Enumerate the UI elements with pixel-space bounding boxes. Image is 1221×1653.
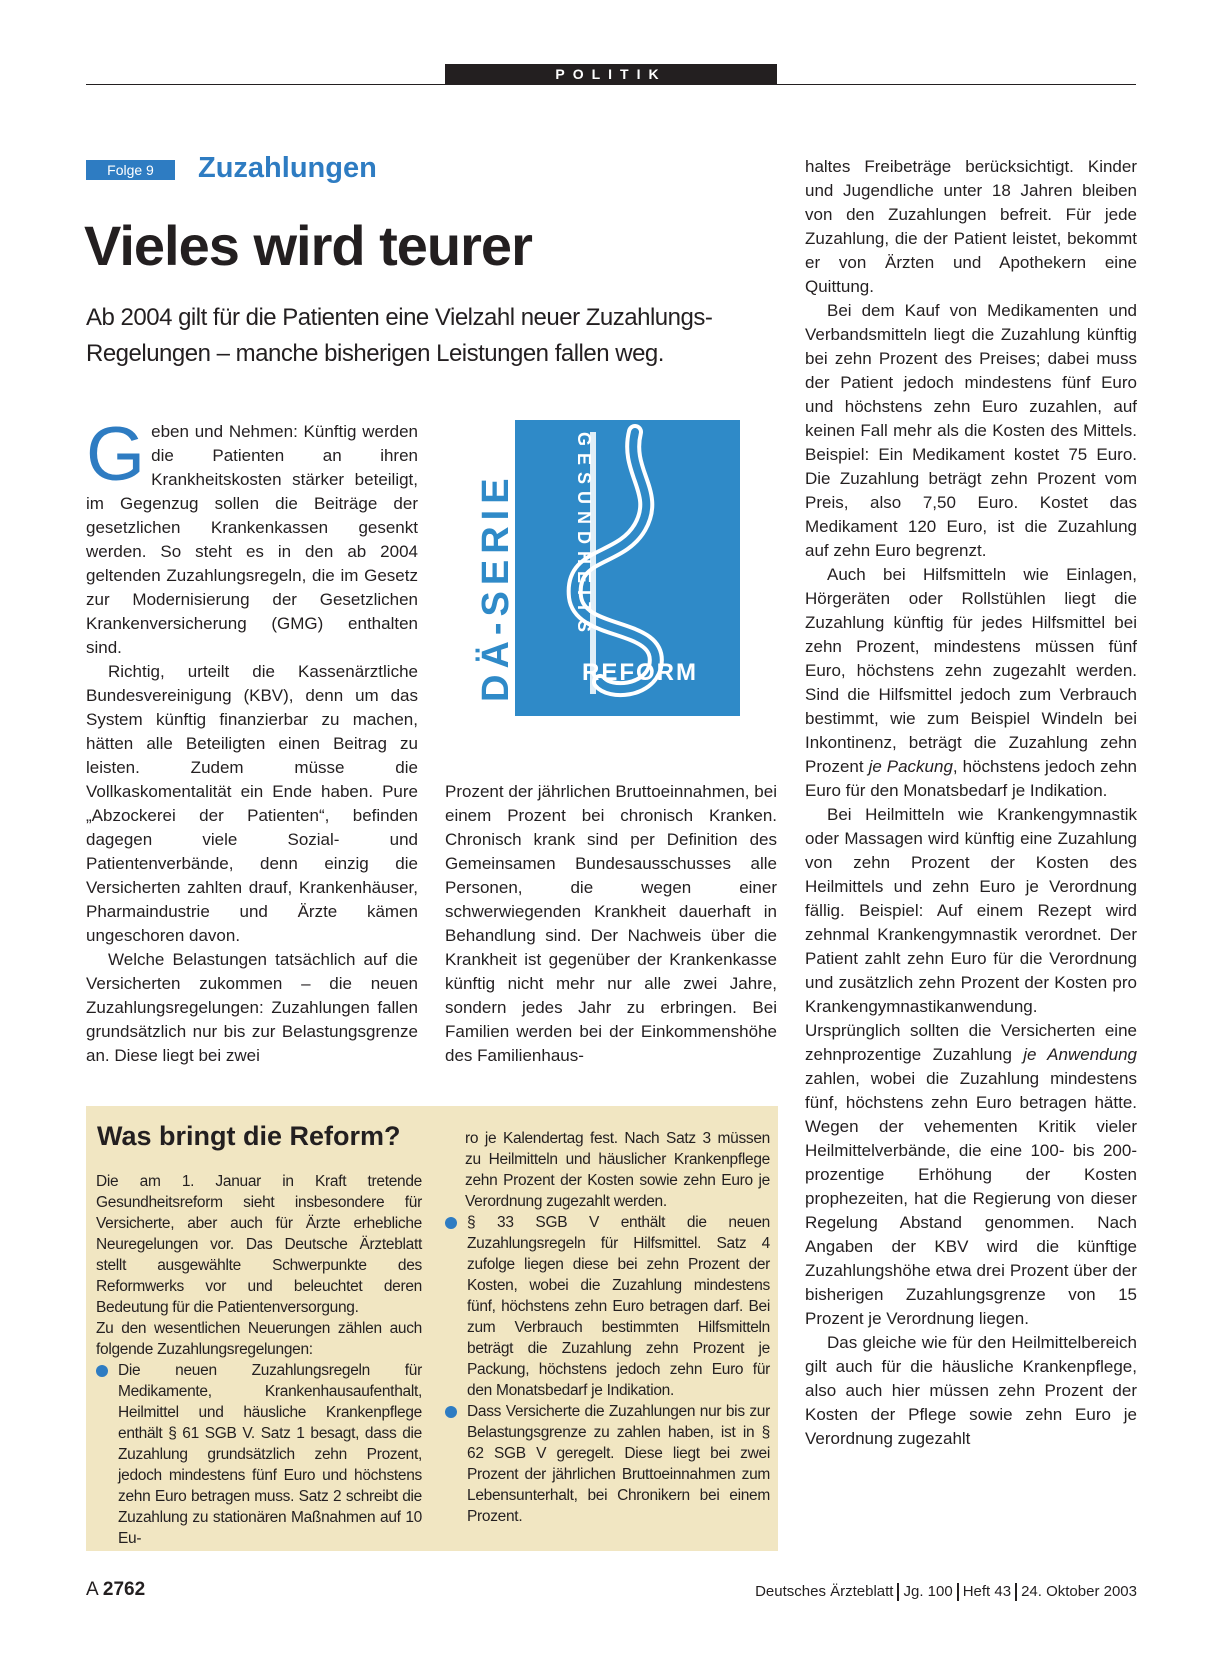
paragraph	[805, 803, 1137, 1331]
divider	[1015, 1583, 1017, 1601]
article-column-2	[445, 780, 777, 1068]
journal-issue: Heft 43	[962, 1583, 1012, 1600]
journal-name: Deutsches Ärzteblatt	[755, 1583, 894, 1600]
info-box-title: Was bringt die Reform?	[97, 1121, 401, 1151]
journal-volume: Jg. 100	[903, 1583, 953, 1600]
page-number	[86, 1578, 145, 1602]
bullet-text: Dass Versicherte die Zuzahlungen nur bis zur Belastungsgrenze zu zahlen haben, ist in § 62 SGB V geregelt. Diese liegt bei zwei Prozent der jährlichen Bruttoeinnahmen zum Lebensunterhalt, bei Chronikern bei einem Prozent.	[467, 1403, 770, 1525]
bullet-text: § 33 SGB V enthält die neuen Zuzahlungsregeln für Hilfsmittel. Satz 4 zufolge liegen diese bei zehn Prozent der Kosten, wobei die Zuzahlung mindestens fünf, höchstens zehn Euro betragen darf. Bei zum Verbrauch bestimmten Hilfsmitteln beträgt die Zuzahlung zehn Prozent je Packung, höchstens jedoch zehn Euro für den Monatsbedarf je Indikation.	[467, 1214, 770, 1399]
info-box-column-1	[96, 1171, 422, 1549]
info-box-column-2	[445, 1128, 770, 1527]
info-box-bullet	[445, 1212, 770, 1401]
paragraph: Richtig, urteilt die Kassenärztliche Bundesvereinigung (KBV), denn um das System künftig finanzierbar zu machen, hätten alle Beteiligten einen Beitrag zu leisten. Zudem müsse die Vollkaskomentalität ein Ende haben. Pure „Abzockerei der Patienten“, befinden dagegen viele Sozial- und Patientenverbände, denn einzig die Versicherten zahlten drauf, Krankenhäuser, Pharmaindustrie und Ärzte kämen ungeschoren davon.	[86, 662, 418, 945]
bullet-dot-icon	[96, 1365, 108, 1377]
paragraph: haltes Freibeträge berücksichtigt. Kinder und Jugendliche unter 18 Jahren bleiben von den Zuzahlungen befreit. Für jede Zuzahlung, die der Patient leistet, bekommt er von Ärzten und Apothekern eine Quittung.	[805, 157, 1137, 296]
paragraph-text: Bei Heilmitteln wie Krankengymnastik oder Massagen wird künftig eine Zuzahlung von zehn Prozent der Kosten des Heilmittels und zehn Euro je Verordnung fällig. Beispiel: Auf einem Rezept wird zehnmal Krankengymnastik verordnet. Der Patient zahlt zehn Euro für die Verordnung und zusätzlich zehn Prozent der Kosten pro Krankengymnastikanwendung. Ursprünglich sollten die Versicherten eine zehnprozentige Zuzahlung	[805, 805, 1137, 1064]
paragraph: Prozent der jährlichen Bruttoeinnahmen, bei einem Prozent bei chronisch Kranken. Chronisch krank sind per Definition des Gemeinsamen Bundesausschusses alle Personen, die wegen einer schwerwiegenden Krankheit dauerhaft in Behandlung sind. Der Nachweis über die Krankheit ist gegenüber der Krankenkasse künftig nicht mehr nur alle zwei Jahre, sondern jedes Jahr zu erbringen. Bei Familien werden bei der Einkommenshöhe des Familienhaus-	[445, 782, 777, 1065]
page-number-value: 2762	[102, 1579, 146, 1600]
logo-bottom-text: REFORM	[582, 659, 698, 686]
paragraph: Welche Belastungen tatsächlich auf die Versicherten zukommen – die neuen Zuzahlungsregelungen: Zuzahlungen fallen grundsätzlich nur bis zur Belastungsgrenze an. Diese liegt bei zwei	[86, 950, 418, 1065]
paragraph: Bei dem Kauf von Medikamenten und Verbandsmitteln liegt die Zuzahlung künftig bei zehn Prozent des Preises; dabei muss der Patient jedoch mindestens fünf Euro und höchstens zehn Euro zuzahlen, auf keinen Fall mehr als die Kosten des Mittels. Beispiel: Ein Medikament kostet 75 Euro. Die Zuzahlung beträgt zehn Prozent vom Preis, also 7,50 Euro. Kostet das Medikament 120 Euro, ist die Zuzahlung auf zehn Euro begrenzt.	[805, 301, 1137, 560]
series-logo	[450, 412, 750, 736]
caduceus-logo-image	[450, 412, 750, 736]
logo-left-text: DÄ-SERIE	[475, 472, 517, 702]
journal-date: 24. Oktober 2003	[1021, 1583, 1137, 1600]
paragraph-text: zahlen, wobei die Zuzahlung mindestens fünf, höchstens zehn Euro betragen hätte. Wegen der vehementen Kritik vieler Heilmittelverbände, die eine 100- bis 200-prozentige Erhöhung der Kosten prophezeiten, hat die Regierung von dieser Regelung Abstand genommen. Nach Angaben der KBV wird die künftige Zuzahlungshöhe etwa drei Prozent über der bisherigen Zuzahlungsgrenze von 15 Prozent je Verordnung liegen.	[805, 1069, 1137, 1328]
paragraph-text: , höchstens jedoch zehn Euro für den Monatsbedarf je Indikation.	[805, 757, 1137, 800]
article-column-1	[86, 412, 418, 1068]
divider	[957, 1583, 959, 1601]
divider	[897, 1583, 899, 1601]
headline: Vieles wird teurer	[84, 214, 532, 277]
page-prefix: A	[86, 1579, 98, 1600]
paragraph	[805, 563, 1137, 803]
info-box-bullet	[445, 1401, 770, 1527]
bullet-dot-icon	[445, 1406, 457, 1418]
info-box-intro: Die am 1. Januar in Kraft tretende Gesundheitsreform sieht insbesondere für Versicherte, aber auch für Ärzte erhebliche Neuregelungen vor. Das Deutsche Ärzteblatt stellt ausgewählte Schwerpunkte des Reformwerks vor und beleuchtet deren Bedeutung für die Patientenversorgung.	[96, 1173, 422, 1316]
section-label: POLITIK	[445, 64, 777, 85]
paragraph: Das gleiche wie für den Heilmittelbereich gilt auch für die häusliche Krankenpflege, also auch hier müssen zehn Prozent der Kosten der Pflege sowie zehn Euro je Verordnung zugezahlt	[805, 1333, 1137, 1448]
bullet-text: Die neuen Zuzahlungsregeln für Medikamente, Krankenhausaufenthalt, Heilmittel und häusliche Krankenpflege enthält § 61 SGB V. Satz 1 besagt, dass die Zuzahlung grundsätzlich zehn Prozent, jedoch mindestens fünf Euro und höchstens zehn Euro betragen muss. Satz 2 schreibt die Zuzahlung zu stationären Maßnahmen auf 10 Eu-	[118, 1362, 422, 1547]
journal-info	[755, 1581, 1137, 1603]
info-box-bullet-continued: ro je Kalendertag fest. Nach Satz 3 müssen zu Heilmitteln und häuslicher Krankenpflege zehn Prozent der Kosten sowie zehn Euro je Verordnung zugezahlt werden.	[465, 1130, 770, 1210]
bullet-dot-icon	[445, 1217, 457, 1229]
series-title: Zuzahlungen	[198, 152, 377, 184]
paragraph	[86, 412, 418, 660]
paragraph-text: eben und Nehmen: Künftig werden die Patienten an ihren Krankheitskosten stärker beteiligt, im Gegenzug sollen die Beiträge der gesetzlichen Krankenkassen gesenkt werden. So steht es in den ab 2004 geltenden Zuzahlungsregeln, die im Gesetz zur Modernisierung der Gesetzlichen Krankenversicherung (GMG) enthalten sind.	[86, 422, 418, 657]
info-box-bullet	[96, 1360, 422, 1549]
article-column-3	[805, 155, 1137, 1451]
info-box-intro-2: Zu den wesentlichen Neuerungen zählen auch folgende Zuzahlungsregelungen:	[96, 1320, 422, 1358]
series-tag: Folge 9	[86, 160, 175, 180]
emphasis: je Anwendung	[1023, 1045, 1137, 1064]
emphasis: je Packung	[868, 757, 953, 776]
lead-text: Ab 2004 gilt für die Patienten eine Vielzahl neuer Zuzahlungs-Regelungen – manche bisherigen Leistungen fallen weg.	[86, 304, 713, 367]
dropcap: G	[86, 412, 146, 497]
paragraph-text: Auch bei Hilfsmitteln wie Einlagen, Hörgeräten oder Rollstühlen liegt die Zuzahlung künftig für jedes Hilfsmittel bei zehn Prozent, mindestens müssen fünf Euro, höchstens zehn zugezahlt werden. Sind die Hilfsmittel jedoch zum Verbrauch bestimmt, wie zum Beispiel Windeln bei Inkontinenz, beträgt die Zuzahlung zehn Prozent	[805, 565, 1137, 776]
logo-vertical-text: GESUNDHEITS	[574, 432, 594, 640]
